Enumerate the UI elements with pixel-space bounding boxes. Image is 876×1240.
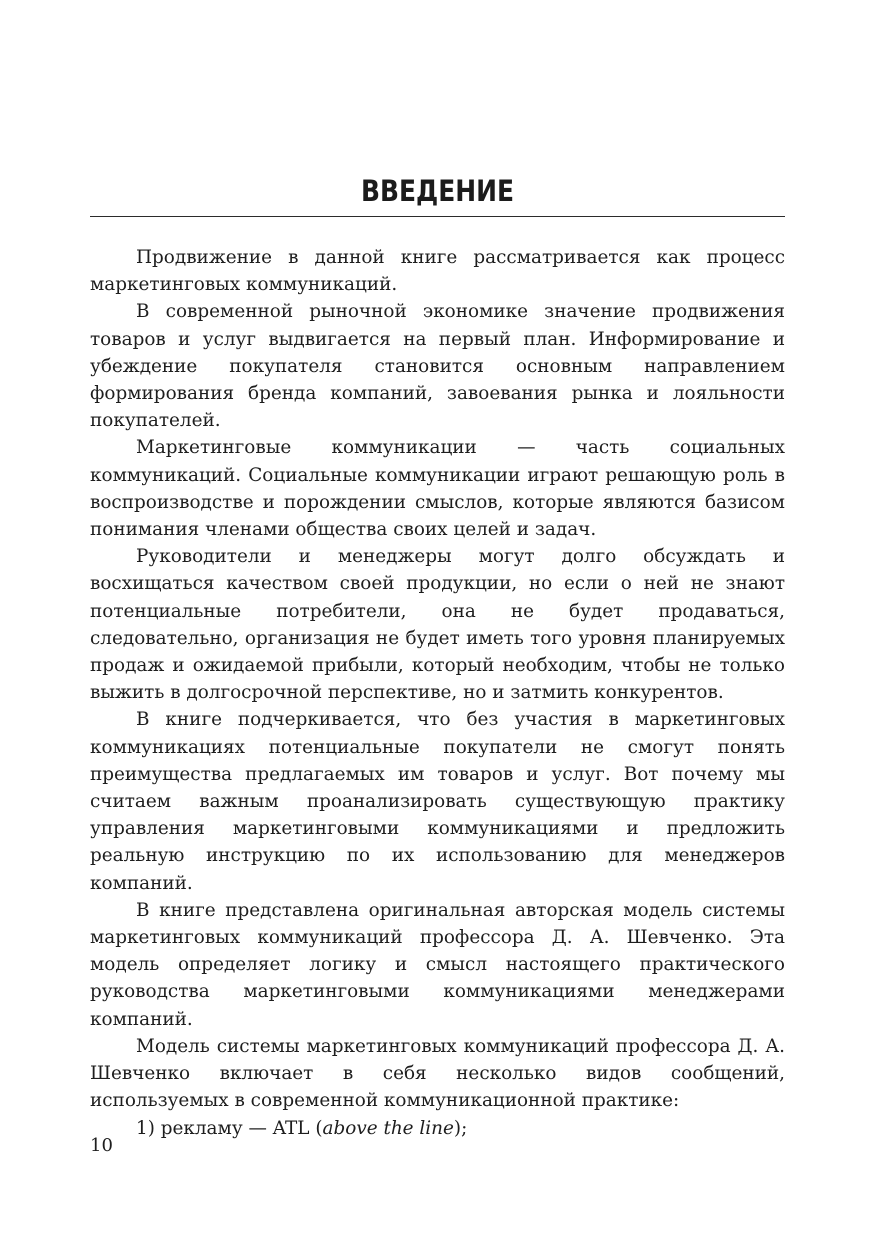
title-divider bbox=[90, 216, 785, 217]
page-number: 10 bbox=[90, 1135, 113, 1156]
paragraph-3: Маркетинговые коммуникации — часть социальных коммуникаций. Социальные коммуникации играют решающую роль в воспроизводстве и порождении смыслов, которые являются базисом понимания членами общества своих целей и задач. bbox=[90, 437, 785, 541]
list-item-suffix: ); bbox=[453, 1117, 468, 1139]
list-item-italic: above the line bbox=[322, 1117, 454, 1139]
chapter-title: ВВЕДЕНИЕ bbox=[360, 174, 515, 208]
body-text bbox=[90, 244, 785, 1142]
paragraph-4: Руководители и менеджеры могут долго обсуждать и восхищаться качеством своей продукции, но если о ней не знают потенциальные потребители, она не будет продаваться, следовательно, организация не будет иметь того уровня планируемых продаж и ожидаемой прибыли, который необходим, чтобы не только выжить в долгосрочной перспективе, но и затмить конкурентов. bbox=[90, 546, 785, 704]
paragraph-2: В современной рыночной экономике значение продвижения товаров и услуг выдвигается на первый план. Информирование и убеждение покупателя становится основным направлением формирования бренда компаний, завоевания рынка и лояльности покупателей. bbox=[90, 301, 785, 432]
paragraph-5: В книге подчеркивается, что без участия в маркетинговых коммуникациях потенциальные покупатели не смогут понять преимущества предлагаемых им товаров и услуг. Вот почему мы считаем важным проанализировать существующую практику управления маркетинговыми коммуникациями и предложить реальную инструкцию по их использованию для менеджеров компаний. bbox=[90, 709, 785, 894]
paragraph-7: Модель системы маркетинговых коммуникаций профессора Д. А. Шевченко включает в себя несколько видов сообщений, используемых в современной коммуникационной практике: bbox=[90, 1035, 785, 1112]
paragraph-1: Продвижение в данной книге рассматривается как процесс маркетинговых коммуникаций. bbox=[90, 247, 785, 296]
paragraph-6: В книге представлена оригинальная авторская модель системы маркетинговых коммуникаций профессора Д. А. Шевченко. Эта модель определяет логику и смысл настоящего практического руководства маркетинговыми коммуникациями менеджерами компаний. bbox=[90, 899, 785, 1030]
list-item-prefix: 1) рекламу — ATL ( bbox=[136, 1117, 323, 1139]
list-item-1 bbox=[90, 1115, 785, 1142]
